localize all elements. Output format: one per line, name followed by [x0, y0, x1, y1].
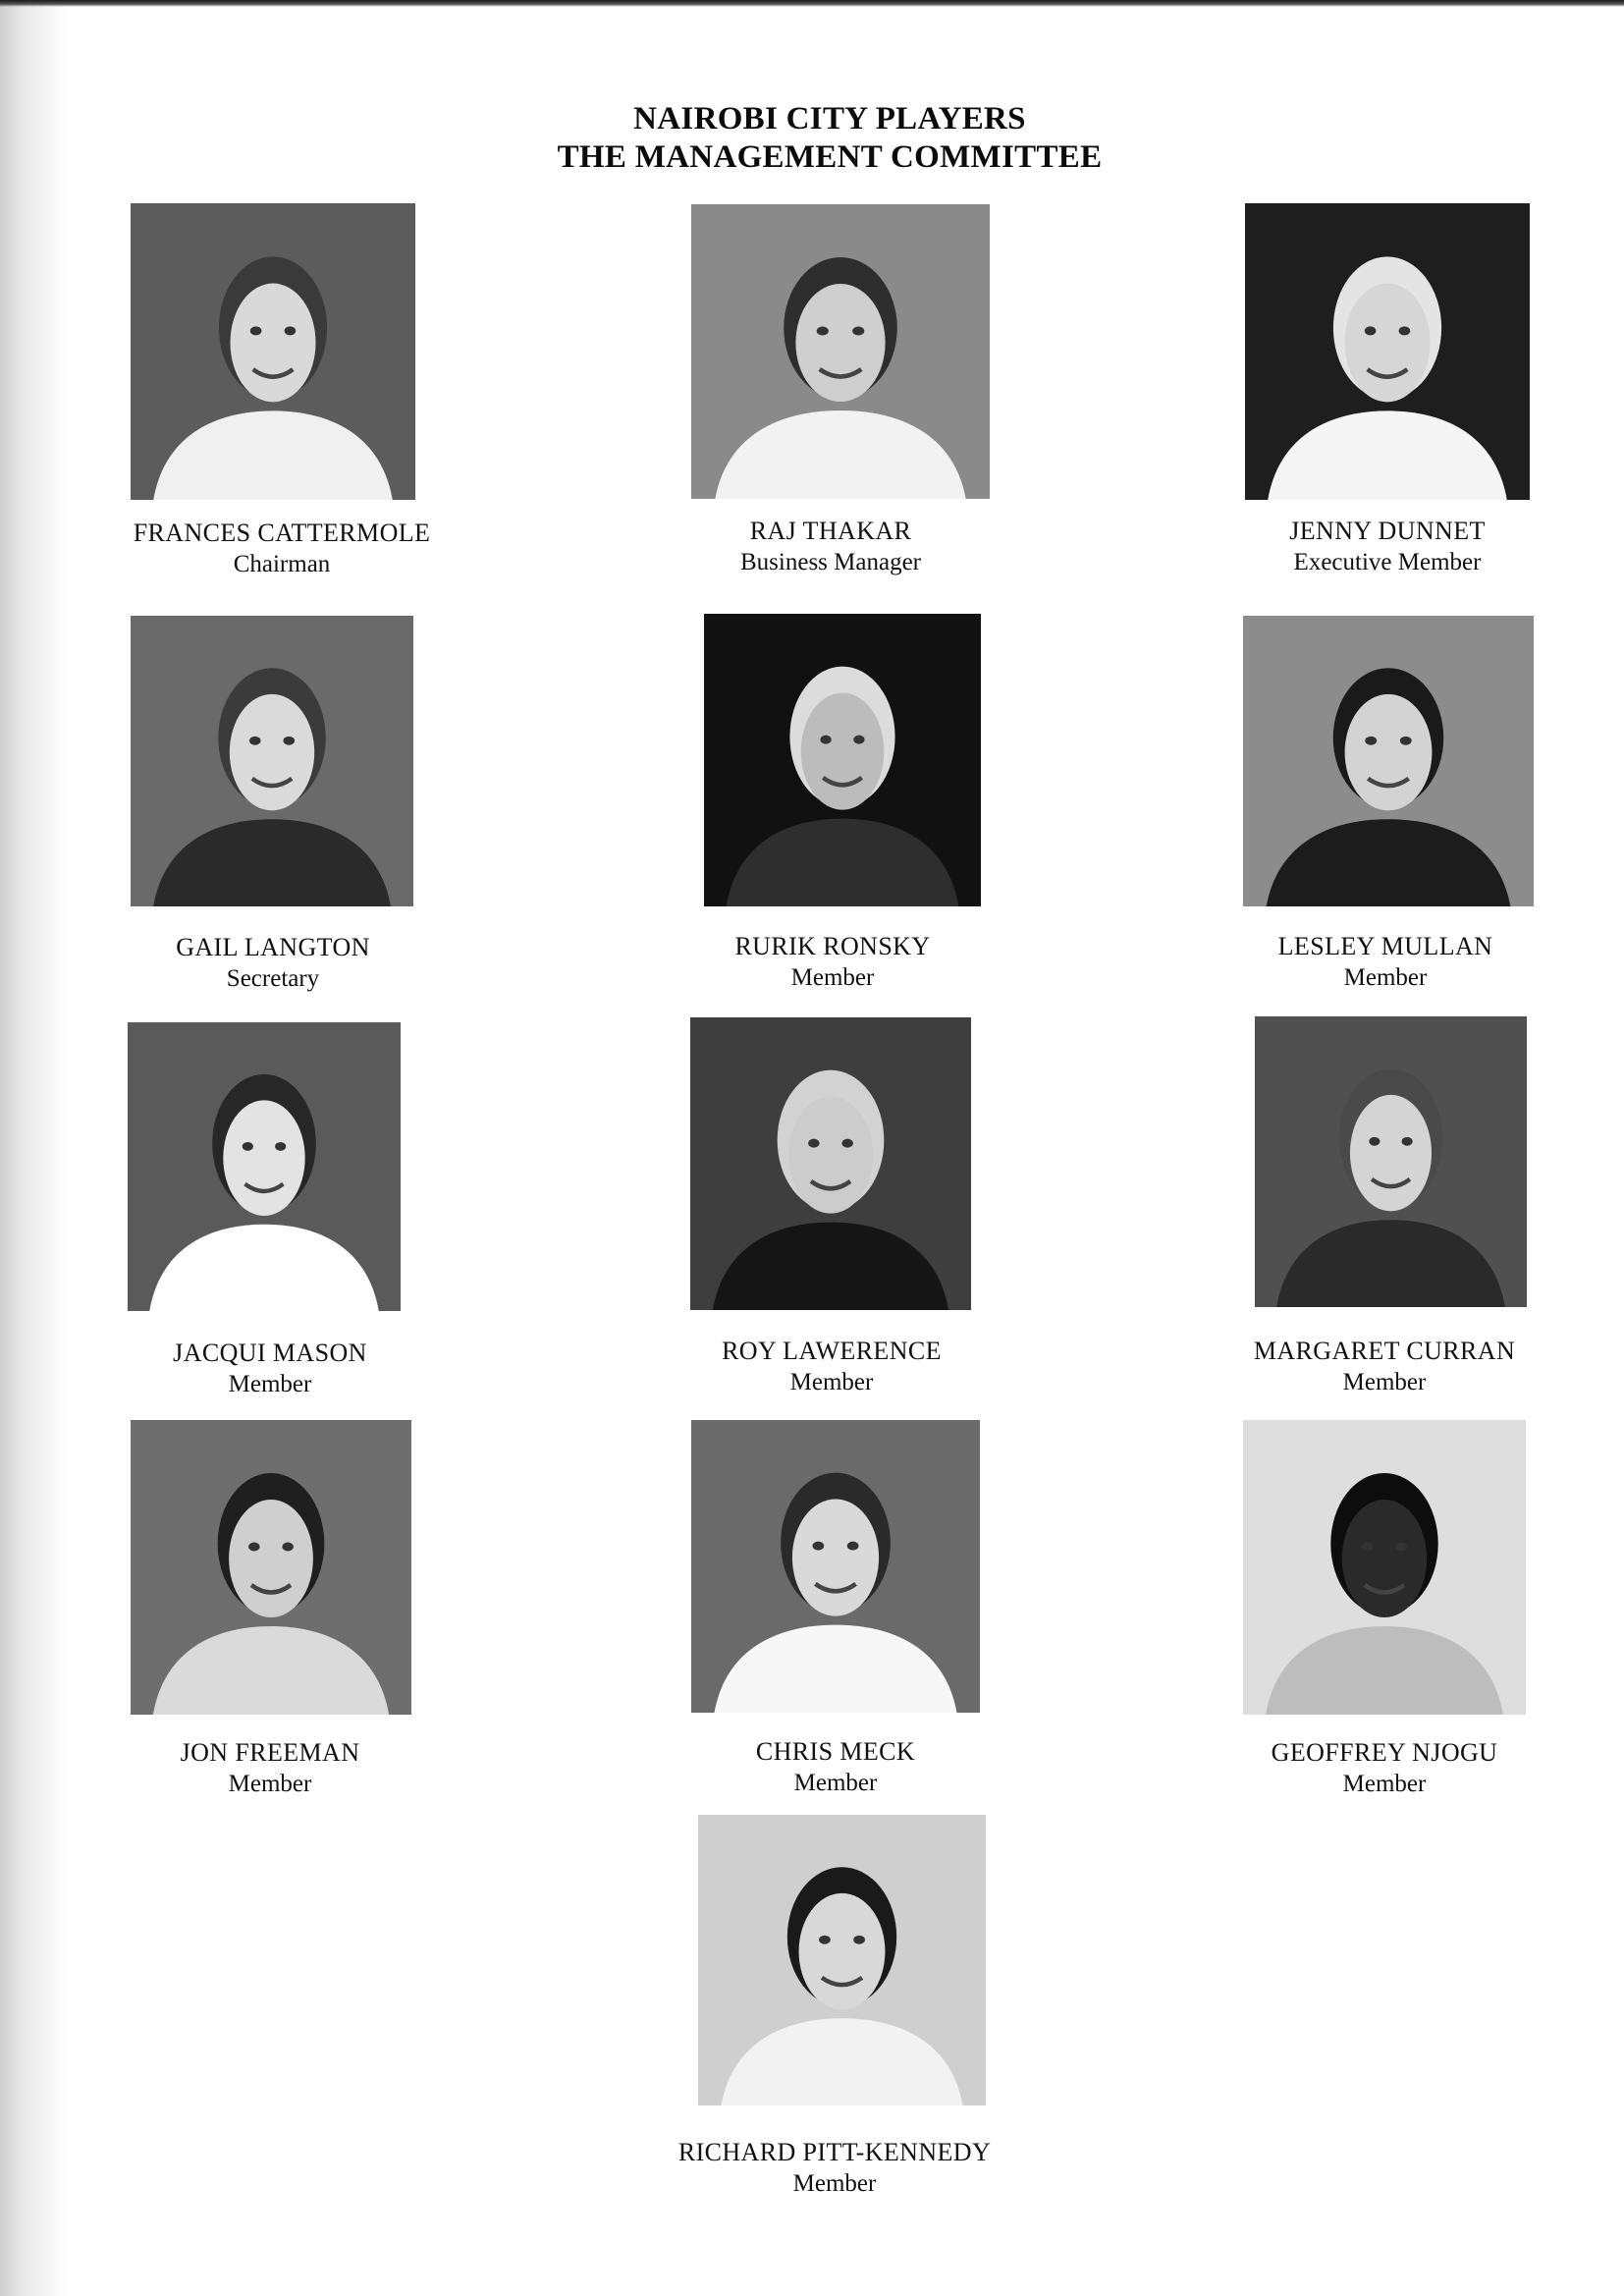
portrait-photo [131, 616, 413, 906]
portrait-photo [1243, 616, 1534, 906]
binding-shadow [0, 0, 69, 2296]
portrait-image [1255, 1016, 1527, 1307]
portrait-image [1243, 1420, 1526, 1715]
portrait-image [131, 616, 413, 906]
member-role: Chairman [233, 551, 331, 577]
member-name: GEOFFREY NJOGU [1271, 1738, 1498, 1767]
page-subtitle: THE MANAGEMENT COMMITTEE [557, 139, 1103, 175]
portrait-photo [1255, 1016, 1527, 1307]
portrait-image [691, 1420, 980, 1713]
portrait-image [1243, 616, 1534, 906]
portrait-photo [1245, 203, 1530, 500]
member-name: MARGARET CURRAN [1253, 1337, 1516, 1365]
member-role: Member [789, 1369, 874, 1395]
scan-top-edge [0, 0, 1624, 7]
member-role: Member [792, 2170, 877, 2197]
member-role: Member [1342, 1771, 1427, 1797]
portrait-image [690, 1017, 971, 1310]
member-name: RICHARD PITT-KENNEDY [677, 2138, 992, 2166]
page-title: NAIROBI CITY PLAYERS [633, 101, 1026, 137]
portrait-image [1245, 203, 1530, 500]
portrait-photo [691, 1420, 980, 1713]
portrait-image [128, 1022, 401, 1311]
portrait-image [698, 1815, 986, 2105]
member-role: Business Manager [740, 549, 921, 575]
member-name: GAIL LANGTON [176, 933, 370, 961]
member-role: Secretary [226, 965, 320, 992]
member-name: JACQUI MASON [173, 1339, 367, 1367]
portrait-image [704, 614, 981, 906]
portrait-photo [131, 203, 415, 500]
member-role: Member [793, 1770, 878, 1796]
portrait-image [131, 203, 415, 500]
portrait-photo [691, 204, 990, 499]
member-name: JENNY DUNNET [1289, 517, 1486, 545]
member-name: ROY LAWERENCE [722, 1337, 942, 1365]
member-name: JON FREEMAN [180, 1738, 360, 1767]
portrait-photo [128, 1022, 401, 1311]
portrait-photo [1243, 1420, 1526, 1715]
member-role: Member [228, 1371, 312, 1397]
member-name: CHRIS MECK [755, 1737, 916, 1766]
member-name: RAJ THAKAR [749, 517, 912, 545]
portrait-image [691, 204, 990, 499]
member-name: FRANCES CATTERMOLE [133, 519, 431, 547]
member-name: RURIK RONSKY [734, 932, 931, 960]
portrait-photo [698, 1815, 986, 2105]
member-name: LESLEY MULLAN [1277, 932, 1493, 960]
portrait-photo [131, 1420, 411, 1715]
member-role: Member [228, 1771, 312, 1797]
portrait-photo [690, 1017, 971, 1310]
member-role: Member [1342, 1369, 1427, 1395]
portrait-photo [704, 614, 981, 906]
portrait-image [131, 1420, 411, 1715]
member-role: Member [790, 964, 875, 991]
member-role: Member [1343, 964, 1428, 991]
member-role: Executive Member [1293, 549, 1482, 575]
